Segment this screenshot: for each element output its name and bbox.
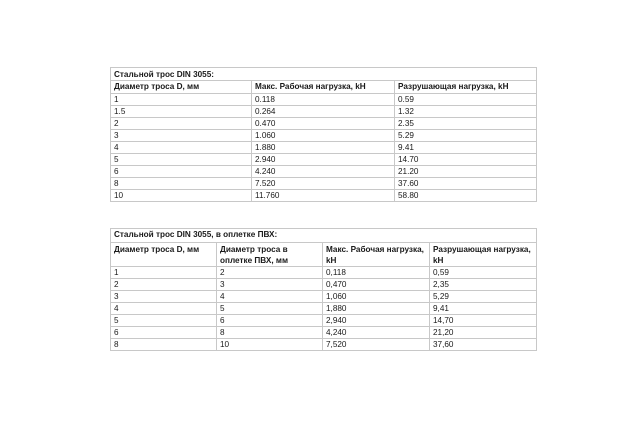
table-cell: 11.760	[252, 190, 395, 202]
table-cell: 8	[111, 339, 217, 351]
table-cell: 9.41	[395, 142, 537, 154]
table-cell: 2,940	[323, 315, 430, 327]
table-row	[111, 190, 537, 202]
table-cell: 2,35	[430, 279, 537, 291]
table-cell: 2.35	[395, 118, 537, 130]
table-cell: 5.29	[395, 130, 537, 142]
table-title: Стальной трос DIN 3055, в оплетке ПВХ:	[111, 229, 537, 243]
table-row	[111, 94, 537, 106]
table-row	[111, 118, 537, 130]
table-cell: 1	[111, 94, 252, 106]
table-cell: 3	[111, 291, 217, 303]
table-cell: 10	[217, 339, 323, 351]
table-cell: 1	[111, 267, 217, 279]
header-row	[111, 243, 537, 267]
table-cell: 37.60	[395, 178, 537, 190]
table-cell: 2	[217, 267, 323, 279]
table-row	[111, 267, 537, 279]
table-cell: 6	[111, 327, 217, 339]
table-cell: 0,470	[323, 279, 430, 291]
column-header: Макс. Рабочая нагрузка, kH	[252, 81, 395, 94]
table-cell: 4	[111, 303, 217, 315]
table-row	[111, 166, 537, 178]
table-cell: 4,240	[323, 327, 430, 339]
column-header: Диаметр троса в оплетке ПВХ, мм	[217, 243, 323, 267]
table-row	[111, 106, 537, 118]
column-header: Макс. Рабочая нагрузка, kH	[323, 243, 430, 267]
table-row	[111, 279, 537, 291]
table-row	[111, 178, 537, 190]
table-cell: 0,59	[430, 267, 537, 279]
table-cell: 9,41	[430, 303, 537, 315]
table-cell: 5	[111, 315, 217, 327]
column-header: Разрушающая нагрузка, kH	[395, 81, 537, 94]
table-cell: 4	[217, 291, 323, 303]
table-cell: 1.060	[252, 130, 395, 142]
table-cell: 2.940	[252, 154, 395, 166]
table-cell: 1,880	[323, 303, 430, 315]
table-cell: 1.5	[111, 106, 252, 118]
column-header: Диаметр троса D, мм	[111, 243, 217, 267]
table-row	[111, 142, 537, 154]
table-cell: 8	[217, 327, 323, 339]
table-cell: 0.470	[252, 118, 395, 130]
table-row	[111, 327, 537, 339]
table-cell: 0.264	[252, 106, 395, 118]
table-cell: 5	[111, 154, 252, 166]
table-cell: 2	[111, 279, 217, 291]
table-row	[111, 154, 537, 166]
rope-specs-table	[110, 67, 537, 202]
column-header: Разрушающая нагрузка, kH	[430, 243, 537, 267]
table-row	[111, 291, 537, 303]
table-cell: 8	[111, 178, 252, 190]
table-cell: 14.70	[395, 154, 537, 166]
table-cell: 14,70	[430, 315, 537, 327]
table-cell: 10	[111, 190, 252, 202]
table-cell: 21.20	[395, 166, 537, 178]
table-cell: 58.80	[395, 190, 537, 202]
table-cell: 7.520	[252, 178, 395, 190]
table-cell: 0.59	[395, 94, 537, 106]
table-cell: 5,29	[430, 291, 537, 303]
table-cell: 1,060	[323, 291, 430, 303]
table-cell: 6	[111, 166, 252, 178]
table-cell: 2	[111, 118, 252, 130]
table-cell: 0,118	[323, 267, 430, 279]
column-header: Диаметр троса D, мм	[111, 81, 252, 94]
table-cell: 4	[111, 142, 252, 154]
table-title: Стальной трос DIN 3055:	[111, 68, 537, 81]
table-cell: 1.880	[252, 142, 395, 154]
table-cell: 37,60	[430, 339, 537, 351]
table-cell: 0.118	[252, 94, 395, 106]
header-row	[111, 81, 537, 94]
table-row	[111, 303, 537, 315]
table-cell: 3	[217, 279, 323, 291]
table-cell: 21,20	[430, 327, 537, 339]
pvc-rope-specs-table	[110, 228, 537, 351]
table-cell: 1.32	[395, 106, 537, 118]
table-cell: 7,520	[323, 339, 430, 351]
table-cell: 6	[217, 315, 323, 327]
table-row	[111, 339, 537, 351]
table-cell: 3	[111, 130, 252, 142]
table-cell: 4.240	[252, 166, 395, 178]
table-row	[111, 130, 537, 142]
table-row	[111, 315, 537, 327]
table-cell: 5	[217, 303, 323, 315]
